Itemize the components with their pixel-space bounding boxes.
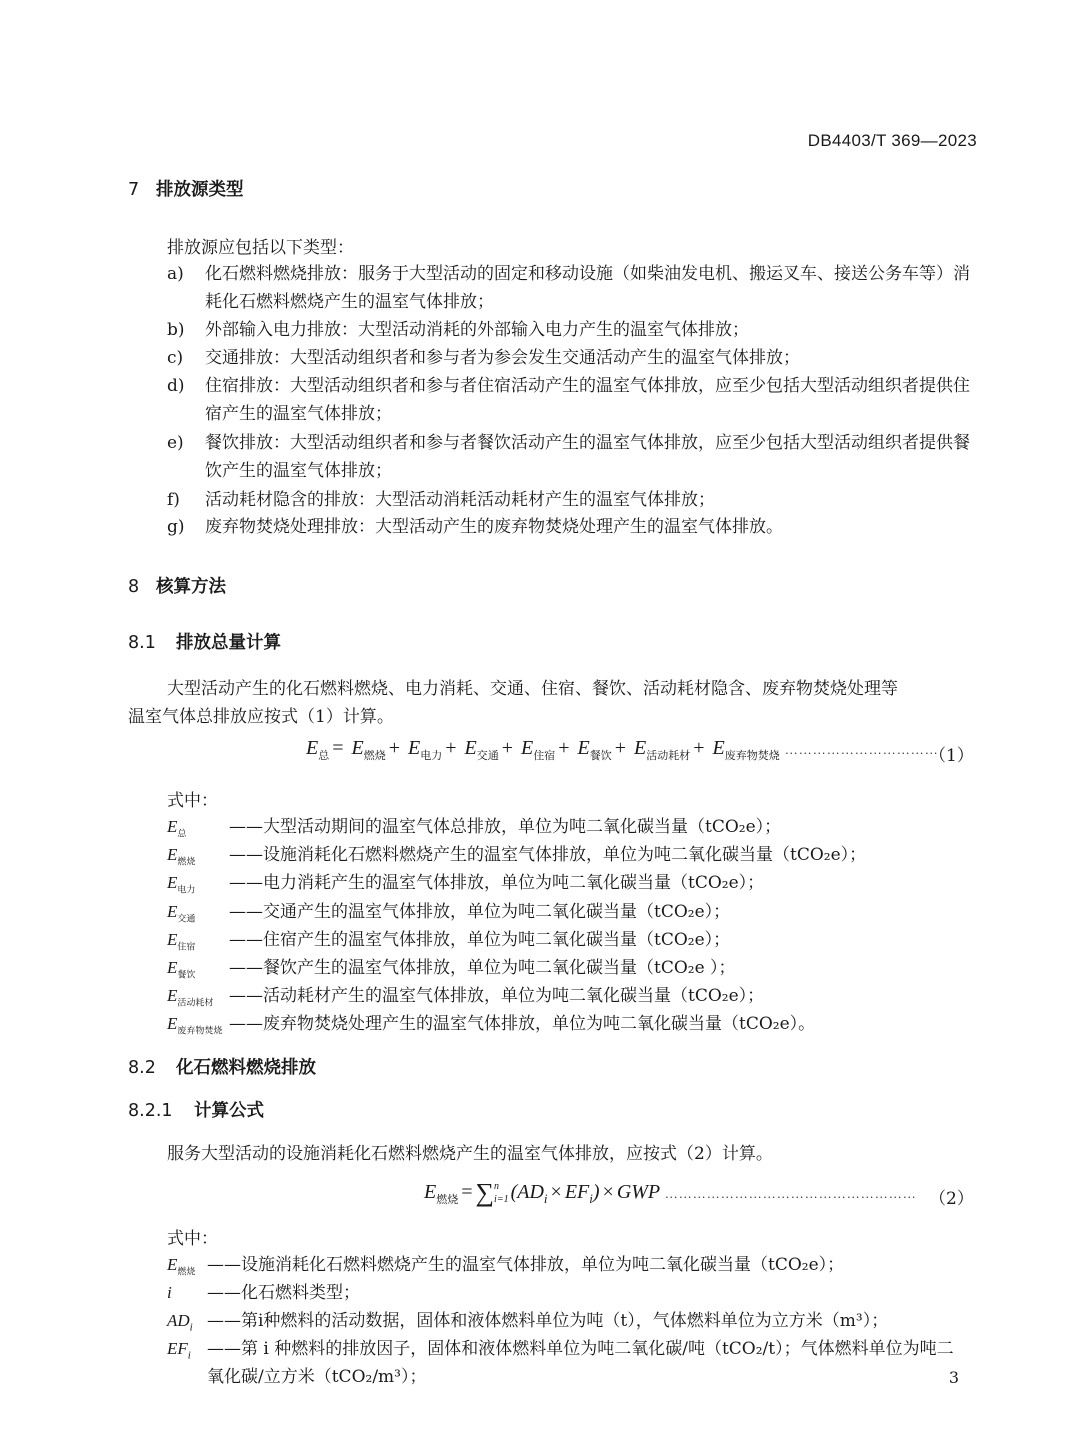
- definition-symbol: $E_{电力}$: [167, 873, 196, 896]
- definition-row: [167, 869, 982, 897]
- definition-symbol: $E_{交通}$: [167, 902, 196, 925]
- definition-text: ——第 i 种燃料的排放因子，固体和液体燃料单位为吨二氧化碳/吨（tCO₂/t）；气体燃料单位为吨二氧化碳/立方米（tCO₂/m³）；: [207, 1339, 954, 1387]
- definition-row: [167, 813, 982, 841]
- leader-dots: ………………………………………………: [664, 1186, 917, 1201]
- leader-dots: ……………………………: [784, 742, 939, 757]
- definition-row: [167, 841, 982, 869]
- formula-symbol: E: [464, 737, 477, 759]
- section-8-2-heading: [128, 1054, 316, 1079]
- sigma-symbol: ∑: [475, 1178, 495, 1207]
- list-item: [167, 372, 982, 428]
- formula-symbol: E: [521, 737, 534, 759]
- definition-text: ——第i种燃料的活动数据，固体和液体燃料单位为吨（t），气体燃料单位为立方米（m³）；: [207, 1311, 889, 1331]
- section-8-1-heading: [128, 629, 281, 654]
- definition-symbol: $E_{餐饮}$: [167, 958, 196, 981]
- times-sign: ×: [550, 1181, 562, 1203]
- definition-row: [167, 898, 982, 926]
- list-marker: f): [167, 490, 180, 510]
- equals-sign: =: [461, 1181, 473, 1203]
- plus-sign: +: [501, 737, 513, 759]
- plus-sign: +: [558, 737, 570, 759]
- section-8-2-1-heading: [128, 1097, 264, 1122]
- times-sign: ×: [602, 1181, 614, 1203]
- formula-subscript: 活动耗材: [646, 749, 691, 762]
- section-7-heading: [128, 176, 244, 201]
- definition-symbol: $E_{废弃物焚烧}$: [167, 1014, 223, 1037]
- formula-subscript: 交通: [476, 749, 499, 762]
- section-number: 8.1: [128, 633, 156, 653]
- list-item: [167, 513, 982, 541]
- formula-subscript: 餐饮: [589, 749, 612, 762]
- list-item: [167, 260, 982, 316]
- definition-text: ——交通产生的温室气体排放，单位为吨二氧化碳当量（tCO₂e）；: [229, 902, 731, 922]
- list-item: [167, 316, 982, 344]
- definition-text: ——餐饮产生的温室气体排放，单位为吨二氧化碳当量（tCO₂e ）；: [229, 958, 736, 978]
- definition-row: [167, 954, 982, 982]
- where-label: 式中：: [167, 1229, 218, 1249]
- formula-symbol: E: [634, 737, 647, 759]
- list-item: [167, 344, 982, 372]
- formula-subscript: 住宿: [533, 749, 556, 762]
- list-text: 废弃物焚烧处理排放：大型活动产生的废弃物焚烧处理产生的温室气体排放。: [205, 517, 783, 537]
- formula-symbol: EF: [564, 1181, 590, 1203]
- formula-symbol: E: [408, 737, 421, 759]
- section-number: 8.2.1: [128, 1101, 173, 1121]
- list-text: 交通排放：大型活动组织者和参与者为参会发生交通活动产生的温室气体排放；: [205, 348, 800, 368]
- list-text: 餐饮排放：大型活动组织者和参与者餐饮活动产生的温室气体排放，应至少包括大型活动组织者提供餐饮产生的温室气体排放；: [205, 433, 970, 481]
- formula-symbol: GWP: [616, 1181, 660, 1203]
- page-number: 3: [948, 1368, 959, 1387]
- list-marker: g): [167, 517, 185, 537]
- definition-text: ——设施消耗化石燃料燃烧产生的温室气体排放，单位为吨二氧化碳当量（tCO₂e）；: [229, 845, 867, 865]
- formula-symbol: E: [306, 737, 319, 759]
- paragraph-line: 大型活动产生的化石燃料燃烧、电力消耗、交通、住宿、餐饮、活动耗材隐含、废弃物焚烧处理等: [167, 679, 898, 699]
- paragraph-line: 温室气体总排放应按式（1）计算。: [128, 707, 394, 727]
- definition-text: ——电力消耗产生的温室气体排放，单位为吨二氧化碳当量（tCO₂e）；: [229, 873, 765, 893]
- formula-subscript: 废弃物焚烧: [724, 749, 780, 762]
- formula-subscript: 燃烧: [363, 749, 386, 762]
- where-label: 式中：: [167, 791, 218, 811]
- formula-2: $E_{燃烧}$ = ∑ n i=1 $(AD_i \times EF_i)$ × GWP ………………………………………………: [424, 1178, 917, 1207]
- equation-number: （1）: [929, 746, 974, 766]
- section-number: 8: [128, 577, 140, 597]
- definition-text: ——大型活动期间的温室气体总排放，单位为吨二氧化碳当量（tCO₂e）；: [229, 817, 782, 837]
- formula-symbol: E: [351, 737, 364, 759]
- plus-sign: +: [693, 737, 705, 759]
- definition-text: ——设施消耗化石燃料燃烧产生的温室气体排放，单位为吨二氧化碳当量（tCO₂e）；: [207, 1255, 845, 1275]
- section-title: 排放源类型: [156, 180, 244, 200]
- section-number: 8.2: [128, 1058, 156, 1078]
- formula-1: [306, 737, 939, 763]
- definition-row: [167, 1307, 982, 1335]
- definition-row: [167, 926, 982, 954]
- formula-subscript: 电力: [420, 749, 443, 762]
- definition-row: [167, 1010, 982, 1038]
- list-text: 化石燃料燃烧排放：服务于大型活动的固定和移动设施（如柴油发电机、搬运叉车、接送公务车等）消耗化石燃料燃烧产生的温室气体排放；: [205, 264, 970, 312]
- list-marker: a): [167, 264, 184, 284]
- section-number: 7: [128, 180, 140, 200]
- list-item: [167, 429, 982, 485]
- definition-row: [167, 1279, 982, 1307]
- plus-sign: +: [445, 737, 457, 759]
- formula-body: (AD: [510, 1181, 544, 1203]
- list-text: 住宿排放：大型活动组织者和参与者住宿活动产生的温室气体排放，应至少包括大型活动组织者提供住宿产生的温室气体排放；: [205, 376, 970, 424]
- definition-text: ——活动耗材产生的温室气体排放，单位为吨二氧化碳当量（tCO₂e）；: [229, 986, 765, 1006]
- definition-row: [167, 1251, 982, 1279]
- formula-symbol: E: [712, 737, 725, 759]
- section-title: 化石燃料燃烧排放: [176, 1058, 316, 1078]
- list-text: 活动耗材隐含的排放：大型活动消耗活动耗材产生的温室气体排放；: [205, 490, 715, 510]
- plus-sign: +: [388, 737, 400, 759]
- section-title: 计算公式: [194, 1101, 264, 1121]
- plus-sign: +: [614, 737, 626, 759]
- list-marker: b): [167, 320, 185, 340]
- definition-symbol: $EF_i$: [167, 1339, 191, 1362]
- definition-symbol: $E_总$: [167, 817, 187, 840]
- definition-text: ——住宿产生的温室气体排放，单位为吨二氧化碳当量（tCO₂e）；: [229, 930, 731, 950]
- section-7-intro: 排放源应包括以下类型：: [167, 238, 354, 258]
- definition-symbol: i: [167, 1283, 172, 1302]
- formula-symbol: E: [577, 737, 590, 759]
- list-text: 外部输入电力排放：大型活动消耗的外部输入电力产生的温室气体排放；: [205, 320, 749, 340]
- list-marker: d): [167, 376, 185, 396]
- equals-sign: =: [332, 737, 344, 759]
- definition-symbol: $E_{燃烧}$: [167, 845, 196, 868]
- list-marker: c): [167, 348, 184, 368]
- formula-symbol: E: [424, 1181, 437, 1203]
- definition-text: ——废弃物焚烧处理产生的温室气体排放，单位为吨二氧化碳当量（tCO₂e）。: [229, 1014, 816, 1034]
- list-item: [167, 486, 982, 514]
- definition-symbol: $E_{活动耗材}$: [167, 986, 214, 1009]
- formula-subscript: 燃烧: [436, 1193, 459, 1206]
- definition-symbol: $E_{住宿}$: [167, 930, 196, 953]
- document-code: DB4403/T 369—2023: [807, 131, 977, 150]
- sum-limits: n i=1: [494, 1181, 509, 1206]
- section-title: 排放总量计算: [176, 633, 281, 653]
- definition-text: ——化石燃料类型；: [207, 1283, 360, 1303]
- equation-number: （2）: [929, 1189, 974, 1209]
- definition-symbol: $AD_i$: [167, 1311, 193, 1334]
- paragraph-line: 服务大型活动的设施消耗化石燃料燃烧产生的温室气体排放，应按式（2）计算。: [167, 1144, 773, 1164]
- definition-row: [167, 982, 982, 1010]
- section-8-heading: [128, 573, 226, 598]
- list-marker: e): [167, 433, 184, 453]
- section-title: 核算方法: [156, 577, 226, 597]
- formula-subscript: 总: [318, 749, 330, 762]
- definition-symbol: $E_{燃烧}$: [167, 1255, 196, 1278]
- definition-row: [167, 1335, 982, 1391]
